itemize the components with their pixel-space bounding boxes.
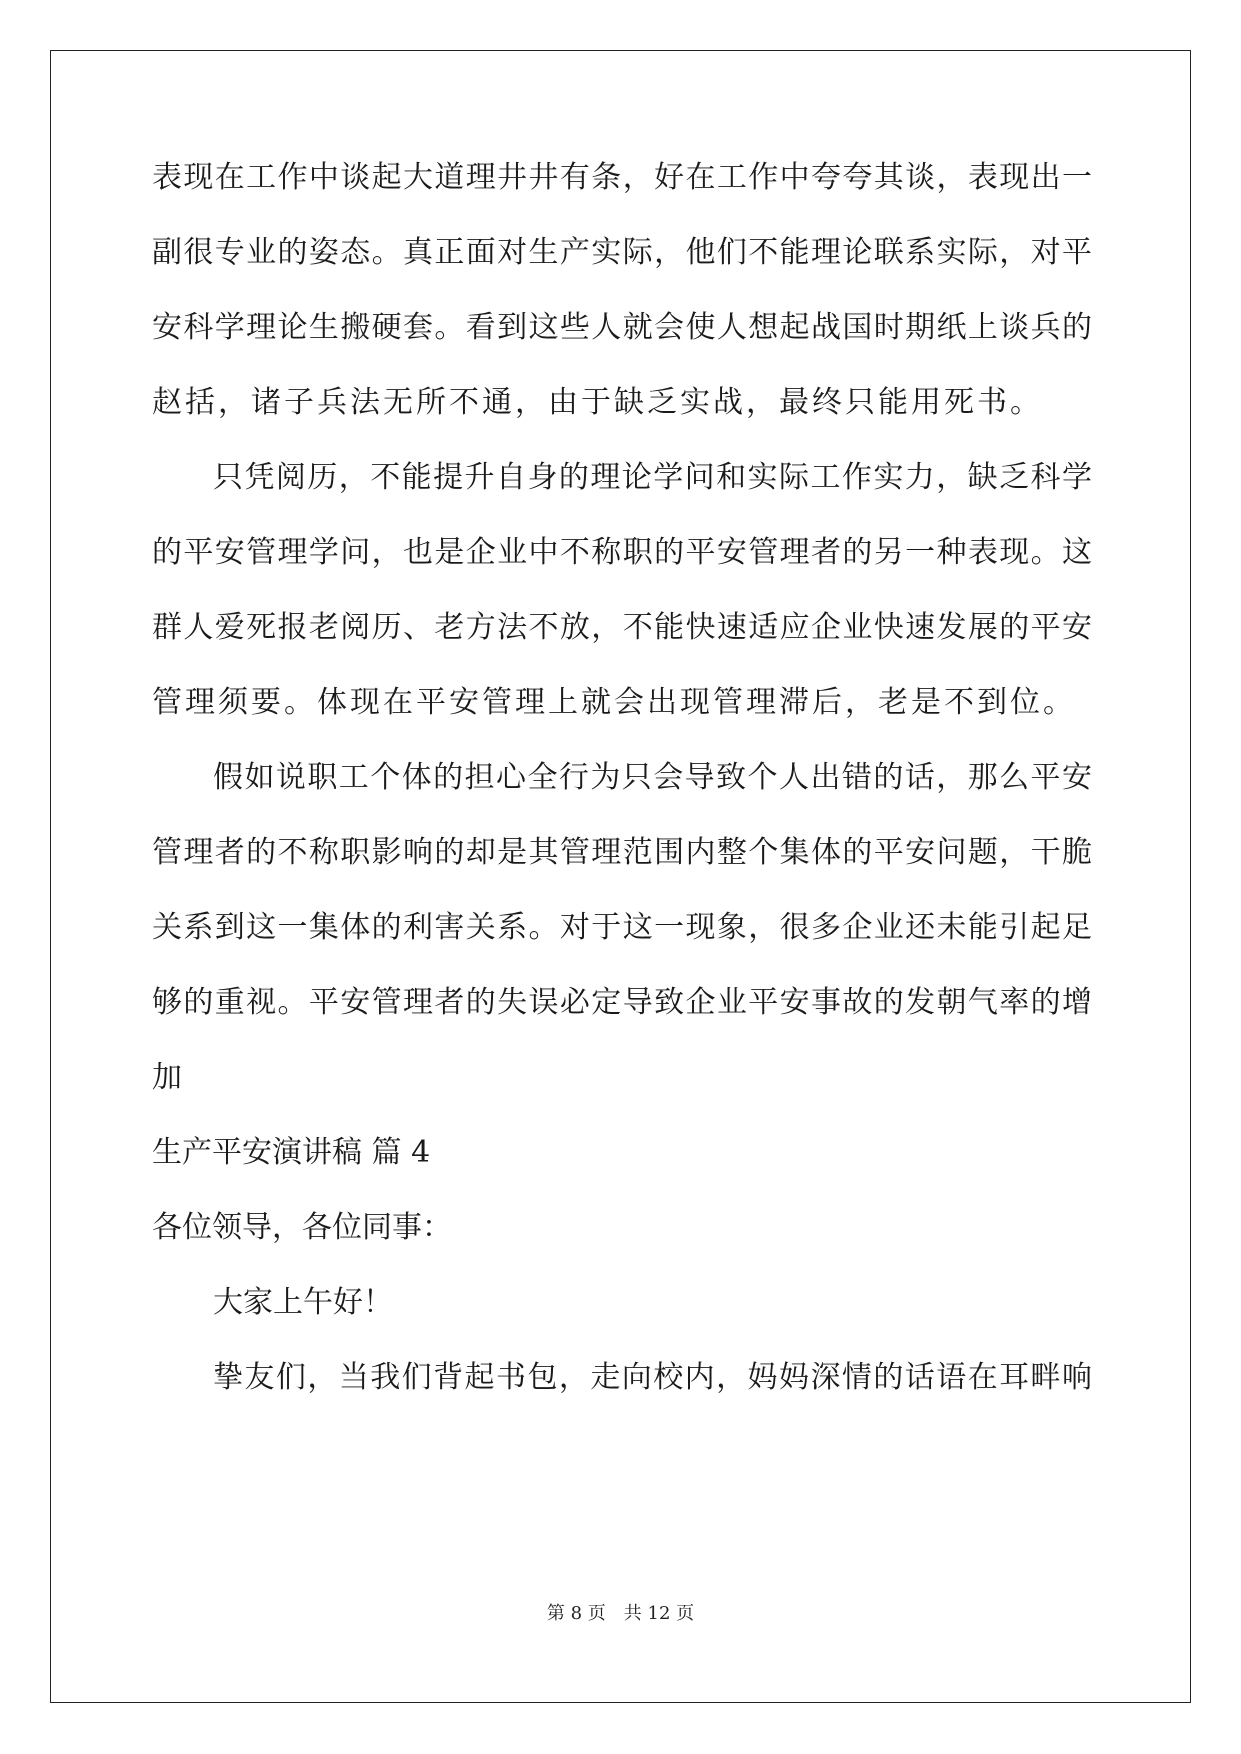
page-border <box>50 50 1191 1703</box>
paragraph-line: 副很专业的姿态。真正面对生产实际，他们不能理论联系实际，对平 <box>152 235 1092 270</box>
page-number: 第 8 页 <box>546 1603 606 1624</box>
page-footer <box>0 1602 1241 1626</box>
paragraph-line: 赵括，诸子兵法无所不通，由于缺乏实战，最终只能用死书。 <box>152 385 1043 420</box>
paragraph-line: 加 <box>152 1060 182 1095</box>
paragraph-line: 管理者的不称职影响的却是其管理范围内整个集体的平安问题，干脆 <box>152 835 1092 870</box>
section-heading: 生产平安演讲稿 篇 4 <box>152 1135 431 1170</box>
paragraph-line: 挚友们，当我们背起书包，走向校内，妈妈深情的话语在耳畔响 <box>213 1360 1092 1395</box>
greeting: 大家上午好！ <box>213 1285 393 1320</box>
paragraph-line: 表现在工作中谈起大道理井井有条，好在工作中夸夸其谈，表现出一 <box>152 160 1092 195</box>
paragraph-line: 假如说职工个体的担心全行为只会导致个人出错的话，那么平安 <box>213 760 1092 795</box>
paragraph-line: 群人爱死报老阅历、老方法不放，不能快速适应企业快速发展的平安 <box>152 610 1092 645</box>
paragraph-line: 关系到这一集体的利害关系。对于这一现象，很多企业还未能引起足 <box>152 910 1092 945</box>
paragraph-line: 只凭阅历，不能提升自身的理论学问和实际工作实力，缺乏科学 <box>213 460 1092 495</box>
salutation: 各位领导，各位同事： <box>152 1210 452 1245</box>
paragraph-line: 的平安管理学问，也是企业中不称职的平安管理者的另一种表现。这 <box>152 535 1092 570</box>
paragraph-line: 安科学理论生搬硬套。看到这些人就会使人想起战国时期纸上谈兵的 <box>152 310 1092 345</box>
paragraph-line: 够的重视。平安管理者的失误必定导致企业平安事故的发朝气率的增 <box>152 985 1092 1020</box>
total-pages: 共 12 页 <box>623 1603 695 1624</box>
paragraph-line: 管理须要。体现在平安管理上就会出现管理滞后，老是不到位。 <box>152 685 1076 720</box>
